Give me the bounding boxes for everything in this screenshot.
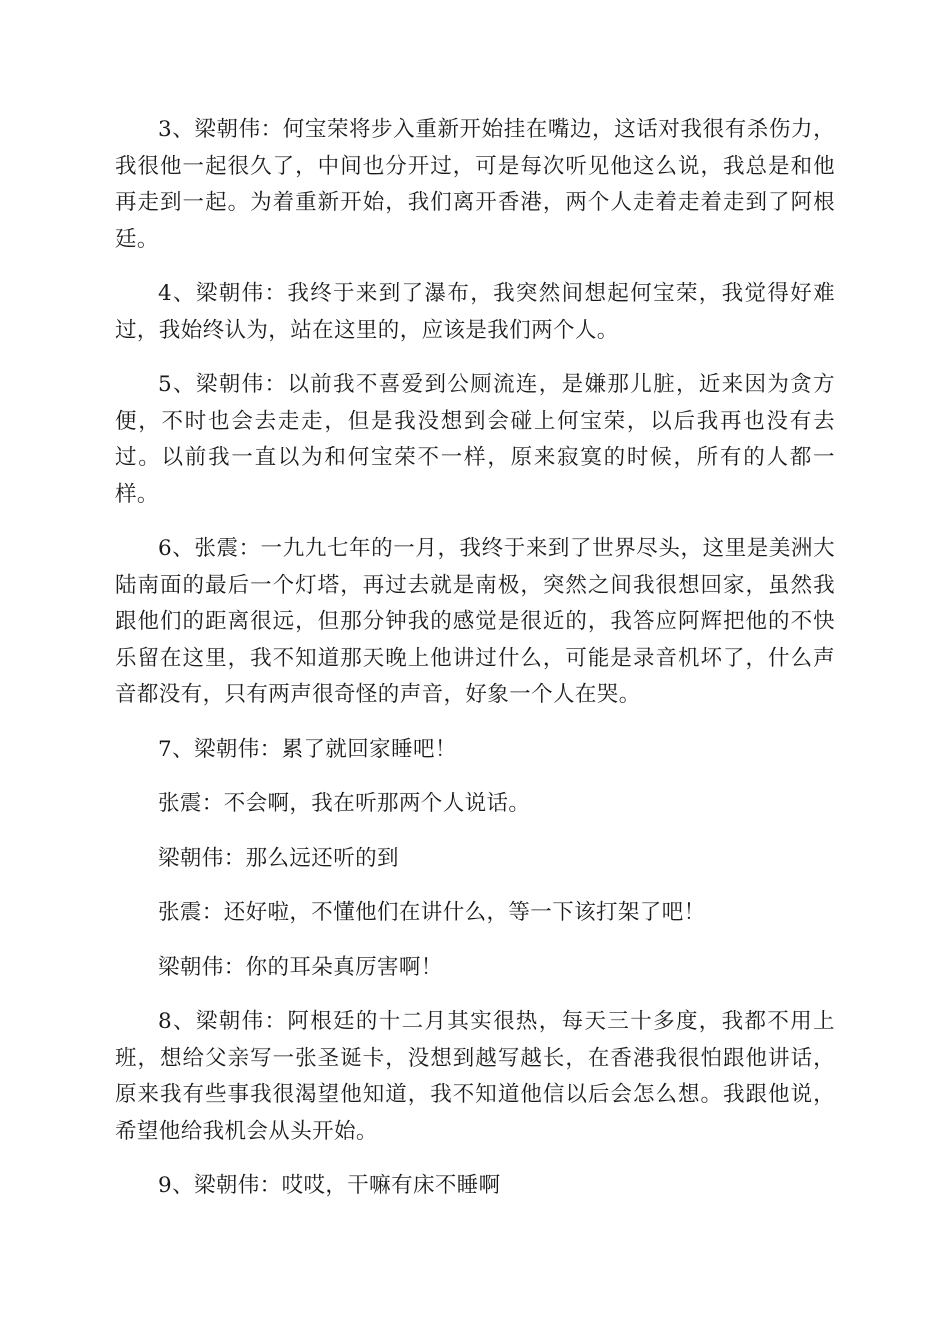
- paragraph-5: 5、梁朝伟：以前我不喜爱到公厕流连，是嫌那儿脏，近来因为贪方便，不时也会去走走，但是我没想到会碰上何宝荣，以后我再也没有去过。以前我一直以为和何宝荣不一样，原来寂寞的时候，所有的人都一样。: [115, 372, 835, 507]
- paragraph-8: 8、梁朝伟：阿根廷的十二月其实很热，每天三十多度，我都不用上班，想给父亲写一张圣诞卡，没想到越写越长，在香港我很怕跟他讲话，原来我有些事我很渴望他知道，我不知道他信以后会怎么想。我跟他说，希望他给我机会从头开始。: [115, 1009, 835, 1144]
- document-body: [115, 112, 835, 1223]
- dialogue-line: 张震：还好啦，不懂他们在讲什么，等一下该打架了吧！: [158, 900, 706, 925]
- paragraph-6: 6、张震：一九九七年的一月，我终于来到了世界尽头，这里是美洲大陆南面的最后一个灯塔，再过去就是南极，突然之间我很想回家，虽然我跟他们的距离很远，但那分钟我的感觉是很近的，我答应阿辉把他的不快乐留在这里，我不知道那天晚上他讲过什么，可能是录音机坏了，什么声音都没有，只有两声很奇怪的声音，好象一个人在哭。: [115, 536, 835, 707]
- dialogue-line: 梁朝伟：你的耳朵真厉害啊！: [158, 954, 443, 980]
- paragraph-9: 9、梁朝伟：哎哎，干嘛有床不睡啊: [158, 1173, 501, 1198]
- paragraph-3: 3、梁朝伟：何宝荣将步入重新开始挂在嘴边，这话对我很有杀伤力，我很他一起很久了，中间也分开过，可是每次听见他这么说，我总是和他再走到一起。为着重新开始，我们离开香港，两个人走着走着走到了阿根廷。: [115, 117, 835, 252]
- paragraph-4: 4、梁朝伟：我终于来到了瀑布，我突然间想起何宝荣，我觉得好难过，我始终认为，站在这里的，应该是我们两个人。: [115, 281, 835, 343]
- dialogue-line: 梁朝伟：那么远还听的到: [158, 845, 399, 871]
- dialogue-line: 张震：不会啊，我在听那两个人说话。: [158, 791, 531, 816]
- paragraph-7: 7、梁朝伟：累了就回家睡吧！: [158, 736, 457, 762]
